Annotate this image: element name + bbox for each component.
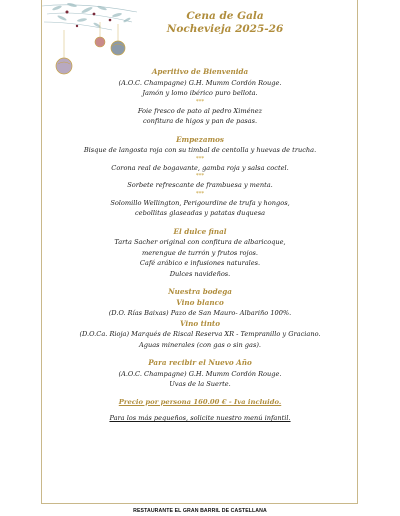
separator: *** (195, 173, 205, 179)
price-note: Precio por persona 160.00 € - Iva incluido. (118, 397, 282, 406)
section-title-aperitivo: Aperitivo de Bienvenida (151, 67, 249, 76)
menu-line: Uvas de la Suerte. (169, 380, 231, 388)
menu-line: (D.O.Ca. Rioja) Marqués de Riscal Reserva XR - Tempranillo y Graciano. (79, 330, 321, 338)
kids-menu-note: Para los más pequeños, solicite nuestro menú infantil. (109, 414, 291, 422)
separator: *** (195, 190, 205, 197)
menu-title (150, 10, 300, 36)
section-title-nuevo-ano: Para recibir el Nuevo Año (148, 358, 252, 367)
menu-line: merengue de turrón y frutos rojos. (141, 248, 259, 257)
menu-line: Jamón y lomo ibérico puro bellota. (142, 89, 258, 97)
menu-line: Bisque de langosta roja con su timbal de centolla y huevas de trucha. (83, 146, 317, 154)
separator: *** (195, 155, 205, 162)
title-line-1: Cena de Gala (186, 10, 264, 22)
menu-line: (D.O. Rías Baixas) Pazo de San Mauro- Albariño 100%. (108, 309, 292, 317)
subsection-title-vino-tinto: Vino tinto (179, 318, 221, 328)
menu-line: Corona real de bogavante, gamba roja y salsa coctel. (111, 163, 289, 172)
title-line-2: Nochevieja 2025-26 (166, 23, 284, 35)
menu-line: Sorbete refrescante de frambuesa y menta. (127, 181, 273, 189)
menu-line: Aguas minerales (con gas o sin gas). (138, 340, 262, 349)
restaurant-name-footer: RESTAURANTE EL GRAN BARRIL DE CASTELLANA (133, 508, 267, 514)
menu-line: confitura de higos y pan de pasas. (142, 117, 258, 125)
subsection-title-vino-blanco: Vino blanco (176, 297, 224, 307)
section-title-empezamos: Empezamos (176, 134, 224, 144)
menu-line: Foie fresco de pato al pedro Ximénez (137, 106, 263, 115)
menu-content (60, 67, 340, 424)
menu-line: (A.O.C. Champagne) G.H. Mumm Cordón Rouge. (118, 78, 282, 87)
menu-line: cebollitas glaseadas y patatas duquesa (134, 209, 266, 217)
section-title-dulce: El dulce final (173, 226, 227, 236)
menu-line: Solomillo Wellington, Perigourdine de trufa y hongos, (110, 198, 290, 207)
section-title-bodega: Nuestra bodega (168, 287, 232, 296)
separator: *** (195, 98, 205, 105)
menu-line: Dulces navideños. (169, 269, 231, 278)
menu-line: (A.O.C. Champagne) G.H. Mumm Cordón Rouge. (118, 369, 282, 378)
menu-line: Tarta Sacher original con confitura de albaricoque, (114, 238, 286, 246)
menu-line: Café arábico e infusiones naturales. (139, 259, 261, 267)
